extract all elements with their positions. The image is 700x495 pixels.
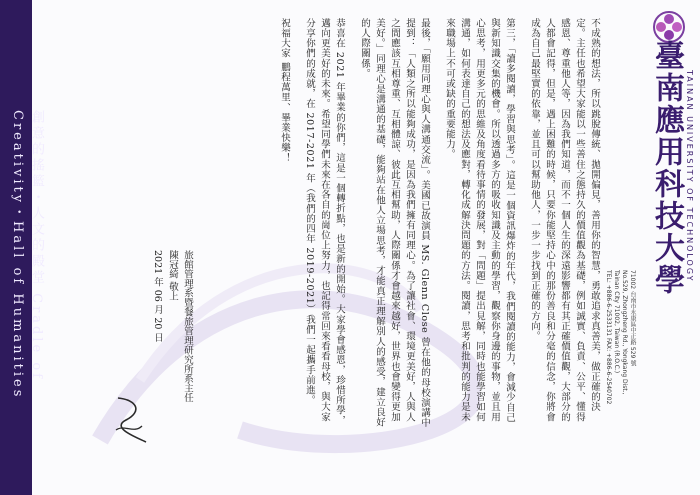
signature-date: 2021 年 06 月 20 日 — [152, 250, 163, 342]
body-paragraph: 恭喜在 2021 年畢業的你們，這是一個轉折點，也是新的開始。大家學會感恩，珍惜所學，邁向更美好的未來。希望同學們未來在各自的崗位上努力，也記得常回來看看母校，與大家分享你們的成就，在 2017-2021 年（我們的四年 2019-2021）我們一起攜手前進。 — [304, 18, 345, 426]
letter-body — [267, 18, 602, 428]
address-line: TEL: +886-6-2533131 FAX: +886-6-2540702 — [605, 270, 612, 405]
address-line: 71002 台南市永康區中正路 529 號 — [629, 270, 636, 367]
footer-slogan: 創意的搖籃・人文的殿堂 Cradle of Creativity・Hall of Humanities — [10, 110, 44, 400]
header-address — [604, 270, 636, 404]
signature-name: 陳冠綺 敬上 — [167, 250, 178, 301]
body-paragraph: 不成熟的想法，所以跳脫傳統、拋開偏見，善用你的智慧，勇敢追求真善美，做正確的決定。主任也希望大家能以一些善住之態持久的價值觀為基礎，例如誠實、負責、公平、懂得感恩、尊重他人等，因為我們知道，而不一個人生的深遠影響都有其正確價值觀，大部分的人都會記得，但是，遇上困難的時候，只要你能堅持心中的那份善良和分毫的信念，你將會成為自己最堅實的依靠，並且可以幫助他人，一步一步找到正確的方向。 — [529, 18, 600, 422]
body-paragraph: 最後，「願用同理心與人溝通交流」。美國已故演員 MS. Glenn Close 曾在他的母校演講中提到：「人類之所以能夠成功，是因為我們擁有同理心。為了讓社會、環境更美好，人與人之間應該互相尊重、互相體諒、彼此互相幫助，人際關係才會越來越好，世界也會變得更加美好。」同理心是溝通的基礎，能夠站在他人立場思考，才能真正理解別人的感受，建立良好的人際關係。 — [359, 18, 430, 428]
signature-block — [150, 250, 195, 402]
university-title-en: TAINAN UNIVERSITY OF TECHNOLOGY — [685, 70, 694, 283]
body-paragraph: 第三，「讀多閱讀，學習與思考」。這是一個資訊爆炸的年代，我們閱讀的能力，會減少自己與新知識交集的機會。所以透過多方的吸收知識及主動的學習，觀察你身邊的事物，並且用心思考，用更多元的思維及角度看待事情的發展，對「問題」提出見解，同時也能學習如何溝通，如何表達自己的想法及應對，轉化成解決問題的方法。閱讀，思考和批判的能力是未來職場上不可或缺的重要能力。 — [444, 18, 515, 423]
closing-line: 祝福大家 鵬程萬里、畢業快樂！ — [279, 18, 290, 164]
university-title: 臺南應用科技大學 — [649, 40, 684, 296]
university-logo-icon — [652, 10, 686, 44]
address-line: No.529, Zhongzheng Rd., Yongkang Dist., — [621, 270, 628, 395]
address-line: Tainan City 71002, Taiwan (R.O.C.) — [613, 270, 620, 374]
handwritten-signature-icon — [108, 390, 154, 450]
signature-title: 旅館管理系暨餐旅管理研究所系主任 — [182, 250, 193, 402]
